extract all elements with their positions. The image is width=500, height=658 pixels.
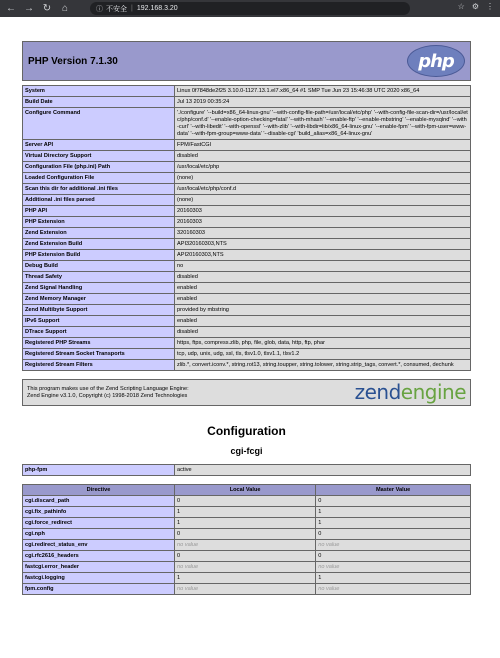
directive-name: fpm.config (23, 584, 175, 595)
table-row (23, 108, 471, 140)
info-value: enabled (175, 294, 471, 305)
master-value: no value (316, 562, 471, 573)
php-fpm-table (22, 464, 471, 476)
configuration-heading: Configuration (207, 424, 286, 438)
master-value: 0 (316, 496, 471, 507)
info-label: PHP API (23, 206, 175, 217)
info-value: Jul 13 2019 00:35:24 (175, 97, 471, 108)
table-row (23, 162, 471, 173)
table-row (23, 465, 471, 476)
php-fpm-value: active (175, 465, 471, 476)
info-label: PHP Extension (23, 217, 175, 228)
info-value: enabled (175, 283, 471, 294)
directive-name: cgi.nph (23, 529, 175, 540)
table-row (23, 228, 471, 239)
directive-name: cgi.fix_pathinfo (23, 507, 175, 518)
table-row (23, 283, 471, 294)
star-icon[interactable]: ☆ (457, 2, 465, 11)
home-icon[interactable]: ⌂ (61, 3, 69, 14)
column-header-master: Master Value (316, 485, 471, 496)
cgi-fcgi-heading: cgi-fcgi (230, 446, 263, 456)
zend-line-1: This program makes use of the Zend Scripting Language Engine: (27, 385, 189, 392)
info-value: 20160303 (175, 217, 471, 228)
zend-box (22, 379, 471, 406)
table-row (23, 551, 471, 562)
table-row (23, 206, 471, 217)
info-value: 20160303 (175, 206, 471, 217)
php-header (22, 41, 471, 81)
browser-toolbar (0, 0, 500, 17)
info-label: Registered Stream Socket Transports (23, 349, 175, 360)
table-row (23, 261, 471, 272)
engine-logo-part: engine (400, 380, 466, 404)
table-row (23, 518, 471, 529)
php-logo-icon: php (407, 45, 465, 77)
directive-name: cgi.rfc2616_headers (23, 551, 175, 562)
local-value: 1 (175, 507, 316, 518)
table-row (23, 573, 471, 584)
info-value: enabled (175, 316, 471, 327)
info-label: System (23, 86, 175, 97)
table-row (23, 360, 471, 371)
master-value: no value (316, 540, 471, 551)
info-label: Registered PHP Streams (23, 338, 175, 349)
table-row (23, 184, 471, 195)
info-label: DTrace Support (23, 327, 175, 338)
info-label: Virtual Directory Support (23, 151, 175, 162)
forward-icon[interactable]: → (24, 3, 34, 14)
directive-name: cgi.redirect_status_env (23, 540, 175, 551)
column-header-local: Local Value (175, 485, 316, 496)
info-value: API20160303,NTS (175, 250, 471, 261)
table-row (23, 562, 471, 573)
table-row (23, 195, 471, 206)
info-label: Thread Safety (23, 272, 175, 283)
zend-line-2: Zend Engine v3.1.0, Copyright (c) 1998-2018 Zend Technologies (27, 392, 188, 399)
phpinfo-page (22, 41, 471, 595)
info-label: Zend Signal Handling (23, 283, 175, 294)
table-row (23, 316, 471, 327)
directive-name: fastcgi.logging (23, 573, 175, 584)
table-row (23, 86, 471, 97)
table-row (23, 173, 471, 184)
info-value: Linux 0f7848de2f25 3.10.0-1127.13.1.el7.x86_64 #1 SMP Tue Jun 23 15:46:38 UTC 2020 x86_64 (175, 86, 471, 97)
local-value: 0 (175, 496, 316, 507)
php-fpm-label: php-fpm (23, 465, 175, 476)
local-value: 1 (175, 518, 316, 529)
info-value: provided by mbstring (175, 305, 471, 316)
info-label: PHP Extension Build (23, 250, 175, 261)
master-value: 1 (316, 573, 471, 584)
info-table (22, 85, 471, 371)
table-header-row (23, 485, 471, 496)
local-value: 0 (175, 551, 316, 562)
zend-text (27, 386, 189, 400)
back-icon[interactable]: ← (6, 3, 16, 14)
info-label: Server API (23, 140, 175, 151)
address-bar[interactable] (90, 2, 410, 15)
zend-logo-part: zend (354, 380, 401, 404)
local-value: no value (175, 584, 316, 595)
table-row (23, 584, 471, 595)
reload-icon[interactable]: ↻ (42, 3, 52, 14)
info-value: /usr/local/etc/php (175, 162, 471, 173)
info-value: /usr/local/etc/php/conf.d (175, 184, 471, 195)
table-row (23, 217, 471, 228)
table-row (23, 250, 471, 261)
info-value: API320160303,NTS (175, 239, 471, 250)
info-label: Zend Extension (23, 228, 175, 239)
info-label: IPv6 Support (23, 316, 175, 327)
separator: | (131, 5, 133, 12)
menu-icon[interactable]: ⋮ (486, 2, 494, 11)
table-row (23, 140, 471, 151)
security-label: 不安全 (106, 5, 127, 13)
info-value: disabled (175, 272, 471, 283)
table-row (23, 327, 471, 338)
table-row (23, 97, 471, 108)
master-value: 1 (316, 507, 471, 518)
directive-name: cgi.discard_path (23, 496, 175, 507)
local-value: no value (175, 562, 316, 573)
info-label: Configure Command (23, 108, 175, 140)
info-label: Zend Extension Build (23, 239, 175, 250)
table-row (23, 239, 471, 250)
directive-name: cgi.force_redirect (23, 518, 175, 529)
info-value: https, ftps, compress.zlib, php, file, glob, data, http, ftp, phar (175, 338, 471, 349)
info-label: Debug Build (23, 261, 175, 272)
table-row (23, 540, 471, 551)
table-row (23, 338, 471, 349)
info-value: (none) (175, 173, 471, 184)
local-value: 0 (175, 529, 316, 540)
table-row (23, 496, 471, 507)
table-row (23, 151, 471, 162)
master-value: 1 (316, 518, 471, 529)
info-value: disabled (175, 151, 471, 162)
info-label: Registered Stream Filters (23, 360, 175, 371)
directive-table (22, 484, 471, 595)
info-value: (none) (175, 195, 471, 206)
page-viewport (0, 17, 500, 658)
info-value: disabled (175, 327, 471, 338)
table-row (23, 305, 471, 316)
zend-logo-icon (354, 380, 466, 404)
table-row (23, 507, 471, 518)
info-label: Additional .ini files parsed (23, 195, 175, 206)
info-label: Zend Multibyte Support (23, 305, 175, 316)
local-value: 1 (175, 573, 316, 584)
master-value: 0 (316, 551, 471, 562)
info-label: Scan this dir for additional .ini files (23, 184, 175, 195)
table-row (23, 349, 471, 360)
info-value: FPM/FastCGI (175, 140, 471, 151)
master-value: no value (316, 584, 471, 595)
info-label: Build Date (23, 97, 175, 108)
url-text: 192.168.3.20 (136, 5, 178, 12)
info-label: Zend Memory Manager (23, 294, 175, 305)
column-header-directive: Directive (23, 485, 175, 496)
table-row (23, 294, 471, 305)
info-value: no (175, 261, 471, 272)
extension-icon[interactable]: ⚙ (471, 2, 479, 11)
info-value: 320160303 (175, 228, 471, 239)
master-value: 0 (316, 529, 471, 540)
directive-name: fastcgi.error_header (23, 562, 175, 573)
info-value: tcp, udp, unix, udg, ssl, tls, tlsv1.0, tlsv1.1, tlsv1.2 (175, 349, 471, 360)
info-label: Configuration File (php.ini) Path (23, 162, 175, 173)
info-value: './configure' '--build=x86_64-linux-gnu' '--with-config-file-path=/usr/local/etc/php' '--with-config-file-scan-dir=/usr/local/etc/php/conf.d' '--enable-option-checking=fatal' '--with-mhash' '--enable-ftp' '--enable-mbstring' '--enable-mysqlnd' '--with-curl' '--with-libedit' '--with-openssl' '--with-zlib' '--with-libdir=lib/x86_64-linux-gnu' '--enable-fpm' '--with-fpm-user=www-data' '--with-fpm-group=www-data' '--disable-cgi' 'build_alias=x86_64-linux-gnu' (175, 108, 471, 140)
page-title: PHP Version 7.1.30 (28, 55, 118, 67)
info-icon[interactable]: ⓘ (96, 5, 103, 13)
local-value: no value (175, 540, 316, 551)
info-value: zlib.*, convert.iconv.*, string.rot13, string.toupper, string.tolower, string.strip_tags, convert.*, consumed, dechunk (175, 360, 471, 371)
table-row (23, 529, 471, 540)
table-row (23, 272, 471, 283)
info-label: Loaded Configuration File (23, 173, 175, 184)
